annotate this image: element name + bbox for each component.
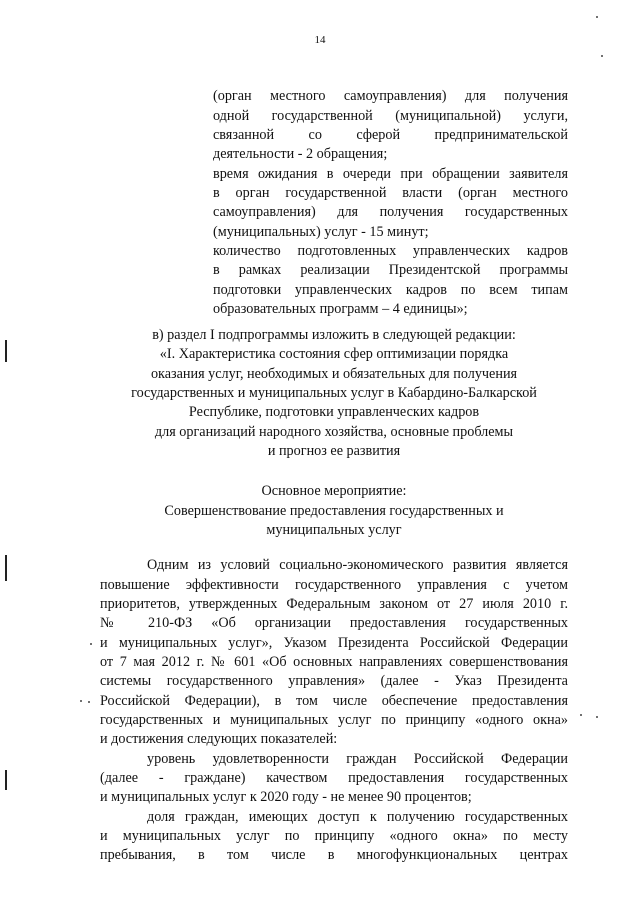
- text-line: образовательных программ – 4 единицы»;: [213, 301, 468, 317]
- scan-speck: [90, 643, 92, 645]
- text-line: в орган государственной власти (орган местного: [213, 185, 568, 201]
- text-line: уровень удовлетворенности граждан Российской Федерации: [147, 751, 568, 767]
- text-line: (далее - граждане) качеством предоставления государственных: [100, 770, 568, 786]
- text-line: и муниципальных услуг по принципу «одного окна» по месту: [100, 828, 568, 844]
- text-line: одной государственной (муниципальной) услуги,: [213, 108, 568, 124]
- section-heading-line: и прогноз ее развития: [267, 443, 401, 459]
- text-line: повышение эффективности государственного управления с учетом: [100, 577, 568, 593]
- text-line: в рамках реализации Президентской программы: [213, 262, 568, 278]
- text-line: Одним из условий социально-экономического развития является: [147, 557, 568, 573]
- section-heading-line: для организаций народного хозяйства, основные проблемы: [154, 424, 514, 440]
- text-line: связанной со сферой предпринимательской: [213, 127, 568, 143]
- text-line: самоуправления) для получения государственных: [213, 204, 568, 220]
- text-line: и муниципальных услуг», Указом Президента Российской Федерации: [100, 635, 568, 651]
- text-line: приоритетов, утвержденных Федеральным законом от 27 июля 2010 г.: [100, 596, 568, 612]
- scan-speck: [596, 716, 598, 718]
- page-number: 14: [314, 34, 326, 46]
- section-heading-line: Республике, подготовки управленческих кадров: [188, 404, 480, 420]
- text-line: (орган местного самоуправления) для получения: [213, 88, 568, 104]
- scan-mark: [5, 555, 7, 581]
- scan-mark: [5, 340, 7, 362]
- text-line: подготовки управленческих кадров по всем типам: [213, 282, 568, 298]
- text-line: доля граждан, имеющих доступ к получению государственных: [147, 809, 568, 825]
- text-line: Российской Федерации), в том числе обеспечение предоставления: [100, 693, 568, 709]
- text-line: количество подготовленных управленческих кадров: [213, 243, 568, 259]
- text-line: государственных и муниципальных услуг по принципу «одного окна»: [100, 712, 568, 728]
- section-heading-line: государственных и муниципальных услуг в Кабардино-Балкарской: [131, 385, 537, 401]
- section-instruction: в) раздел I подпрограммы изложить в следующей редакции:: [152, 327, 516, 343]
- scan-speck: [88, 701, 90, 703]
- text-line: время ожидания в очереди при обращении заявителя: [213, 166, 568, 182]
- section-heading-line: «I. Характеристика состояния сфер оптимизации порядка: [159, 346, 509, 362]
- scan-mark: [5, 770, 7, 790]
- scan-speck: [580, 714, 582, 716]
- subheading-line: Совершенствование предоставления государственных и: [164, 503, 504, 519]
- section-heading-line: оказания услуг, необходимых и обязательных для получения: [150, 366, 518, 382]
- text-line: пребывания, в том числе в многофункциональных центрах: [100, 847, 568, 863]
- text-line: и достижения следующих показателей:: [100, 731, 338, 747]
- subheading-line: Основное мероприятие:: [261, 483, 407, 499]
- text-line: и муниципальных услуг к 2020 году - не менее 90 процентов;: [100, 789, 472, 805]
- text-line: (муниципальных) услуг - 15 минут;: [213, 224, 429, 240]
- scan-speck: [596, 16, 598, 18]
- text-line: от 7 мая 2012 г. № 601 «Об основных направлениях совершенствования: [100, 654, 568, 670]
- scan-speck: [80, 700, 82, 702]
- scan-speck: [601, 55, 603, 57]
- text-line: № 210-ФЗ «Об организации предоставления государственных: [100, 615, 568, 631]
- text-line: деятельности - 2 обращения;: [213, 146, 388, 162]
- subheading-line: муниципальных услуг: [266, 522, 402, 538]
- text-line: системы государственного управления» (далее - Указ Президента: [100, 673, 568, 689]
